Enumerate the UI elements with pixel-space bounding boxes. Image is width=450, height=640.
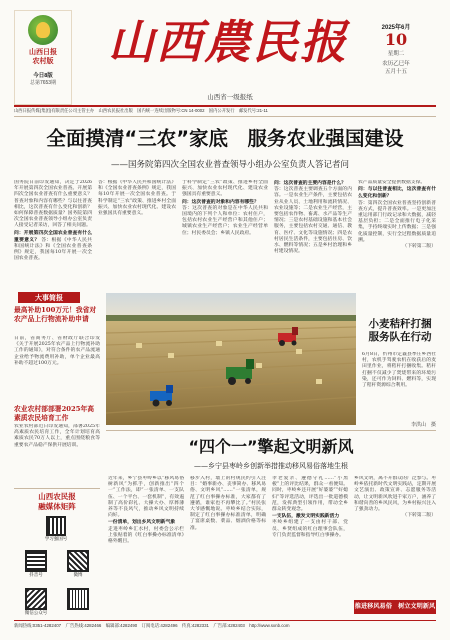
photo-story-body: 6月8日，忻州市定襄县季庄乡西社村，农机手驾驶农机在收获后的麦田里作业，将秸秆打捆收集。秸秆打捆不仅减少了焚烧带来的环境污染，还可作为饲料、燃料等，实现了秸秆资源综合利用。	[362, 352, 436, 389]
qr-section-title: 山西农民报 融媒体矩阵	[38, 492, 76, 511]
footer-contacts: 新闻热线:0351-4282407 广告热线:4282466 编辑部:4282490 订阅电话:4282496 传真:4282331 广告部:4282403 http://www.sxnb.com	[14, 623, 290, 628]
qr-code-icon	[67, 550, 89, 572]
second-subheadline: ——乡宁县枣岭乡创新举措推动移风易俗落地生根	[194, 462, 348, 470]
wheat-field-image	[106, 293, 356, 425]
article2-col2: 移步入村，墙上的村规民约引人注目：“婚事新办、丧事简办、移风易俗、文明乡风”……“一张清单，规范了红白事操办标准，大家都有了遵循，谁家也不再攀比了。”村民张大爷感慨地说。枣岭乡结合实际，制定了红白事操办标准清单，明确了宴席桌数、菜品、烟酒价格等标准。	[190, 476, 266, 531]
photo-story-title: 小麦秸秆打捆 服务队在行动	[368, 318, 432, 343]
news-brief-label: 大事简报	[18, 292, 80, 303]
qr-code-icon	[25, 550, 47, 572]
qr-code-icon	[25, 588, 47, 610]
publisher-credits: 山西日报传媒(集团)有限责任公司主管主办 山西农民报社出版 国内统一连续出版物号:CN 14-0002 国内公开发行 邮发代号:21-11	[14, 108, 268, 113]
qr-code-xuexi[interactable]: 学习强国号	[36, 516, 76, 544]
footer-rule	[14, 620, 436, 621]
second-headline: “四个一”擎起文明新风	[188, 437, 354, 456]
newspaper-logo-icon	[28, 15, 58, 45]
sidebar-rule	[14, 488, 100, 489]
qr-code-extra[interactable]	[58, 588, 98, 622]
article2-col3: 孝老爱亲、遵德守礼……“小黑板”上的评比结果，群众一看便知。同时，枣岭乡还开展“好婆婆”“好媳妇”等评选活动，评选出一批道德模范，发挥典型引领作用，带动全乡群众转变观念。 一支队伍，激发文明实践新活力 枣岭乡组建了一支由村干部、党员、乡贤组成的红白理事会队伍，专门负责监督和指导红白事操办。	[272, 476, 348, 538]
article2-col1: 近年来，乡宁县枣岭乡以“移风易俗树新风”为抓手，创新推出“四个一”工作法，即“一张清单、一支队伍、一个平台、一套机制”，有效遏制了高价彩礼、大操大办、厚葬薄养等不良风气，推动乡风文明持续向好。 一份清单，划出乡风文明新气象 走进枣岭乡汇水村，村委会公示栏上张贴着的《红白事操办标准清单》格外醒目。	[108, 476, 184, 545]
qr-code-icon	[46, 516, 66, 536]
issue-number: 总第7653期	[29, 80, 57, 86]
today-pages: 今日8版	[33, 73, 53, 79]
qr-code-douyin[interactable]: 抖音号	[16, 550, 56, 584]
main-headline: 全面摸清“三农”家底 服务农业强国建设	[46, 127, 404, 150]
news-brief-body-2: 农业农村部近日印发通知，部署2025年高素质农民培育工作，全年计划培育高素质农民70万人以上，重点围绕粮食等重要农产品稳产保供开展培训。	[14, 424, 100, 448]
newspaper-title: 山西農民报	[108, 15, 348, 69]
article1-col2: 答：根据《中华人民共和国统计法》和《全国农业普查条例》规定，我国每10年开展一次全国农业普查。于科学制定“三农”政策、推进乡村全面振兴、加快农业农村现代化、建设农业强国具有重要意义。	[98, 180, 176, 217]
article2-col4: 乡风文明，离不开群众的广泛参与。枣岭乡依托新时代文明实践站，定期开展文艺演出、政策宣讲、志愿服务等活动，让文明新风吹进千家万户，涵养了和谐向善的乡风民风，为乡村振兴注入了强劲动力。 （下转第二版）	[354, 476, 436, 519]
masthead-rule	[14, 105, 436, 107]
section2-rule	[106, 430, 436, 431]
credits-rule	[14, 116, 436, 117]
news-brief-title-1: 最高补助100万元！我省对农产品上行物流补助申请	[14, 306, 97, 323]
news-brief-title-2: 农业农村部部署2025年高素质农民培育工作	[14, 405, 95, 422]
masthead-left-box	[14, 10, 72, 105]
paper-level: 山西省一级报纸	[207, 94, 253, 101]
edition-name: 山西日报 农村版	[29, 49, 57, 65]
article1-col4: 问：这次普查的主要内容是什么？ 答：这次普查主要调查五个方面的内容。一是农业生产条件，主要包括农业从业人员、土地利用和流转情况、农业设施等；二是农业生产经营，主要包括农作物、畜禽、水产品等生产情况；三是农村基础设施和基本社会服务，主要包括农村交通、通信、教育、医疗、文化等设施情况；四是农村居民生活条件，主要包括住房、饮水、燃料等情况；五是乡村治理和乡村建设情况。	[274, 180, 352, 255]
article1-col3: 于科学制定“三农”政策、推进乡村全面振兴、加快农业农村现代化、建设农业强国具有重要意义。 问：这次普查的对象和内容有哪些？ 答：这次普查的对象是在中华人民共和国境内的下列个人和单位：农村住户，包括农村农业生产经营户和其他住户；城镇农业生产经营户；农业生产经营单位；村民委员会；乡镇人民政府。	[182, 180, 268, 236]
wheat-harvest-photo	[106, 293, 356, 425]
article1-col1: 国务院日前印发通知，决定于2026年开展第四次全国农业普查。开展第四次全国农业普查有什么重要意义？普查对象和内容有哪些？与以往普查相比，这次普查有什么变化和创新？如何保障普查数据质量？国务院第四次全国农业普查领导小组办公室负责人接受记者采访，回答了相关问题。 问：开展第四次全国农业普查有什么重要意义？ 答：根据《中华人民共和国统计法》和《全国农业普查条例》规定，我国每10年开展一次全国农业普查。	[14, 180, 92, 262]
date-box: 2025年6月 10 星期二 农历乙巳年 五月十五	[358, 22, 434, 75]
article1-col5: 农产品质量安全提供数据支撑。 问：与以往普查相比，这次普查有什么变化和创新？ 答：第四次全国农业普查坚持创新普查方式，提升普查效率。一是更加注重运用部门行政记录和大数据，减轻基层负担；二是全面推行电子化采集，手持终端实时上传数据；三是强化质量控制，实行全过程数据质量追溯。 （下转第二版）	[358, 180, 436, 250]
qr-grid	[16, 516, 98, 622]
date-day: 10	[384, 30, 408, 49]
photo-credit: 李洪山 摄	[410, 422, 436, 428]
main-subheadline: ——国务院第四次全国农业普查领导小组办公室负责人答记者问	[110, 160, 349, 170]
news-brief-body-1: 日前，省商务厅、省财政厅联合印发《关于开展2025年农产品上行物流补助工作的通知》，对符合条件的农产品流通企业给予物流费用补助，单个企业最高补助不超过100万元。	[14, 336, 100, 366]
qr-code-wechat[interactable]: 微信公众号	[16, 588, 56, 622]
slogan-banner: 推进移风易俗 树立文明新风	[354, 600, 436, 614]
qr-code-weibo[interactable]: 微博	[58, 550, 98, 584]
qr-code-icon	[67, 588, 89, 610]
